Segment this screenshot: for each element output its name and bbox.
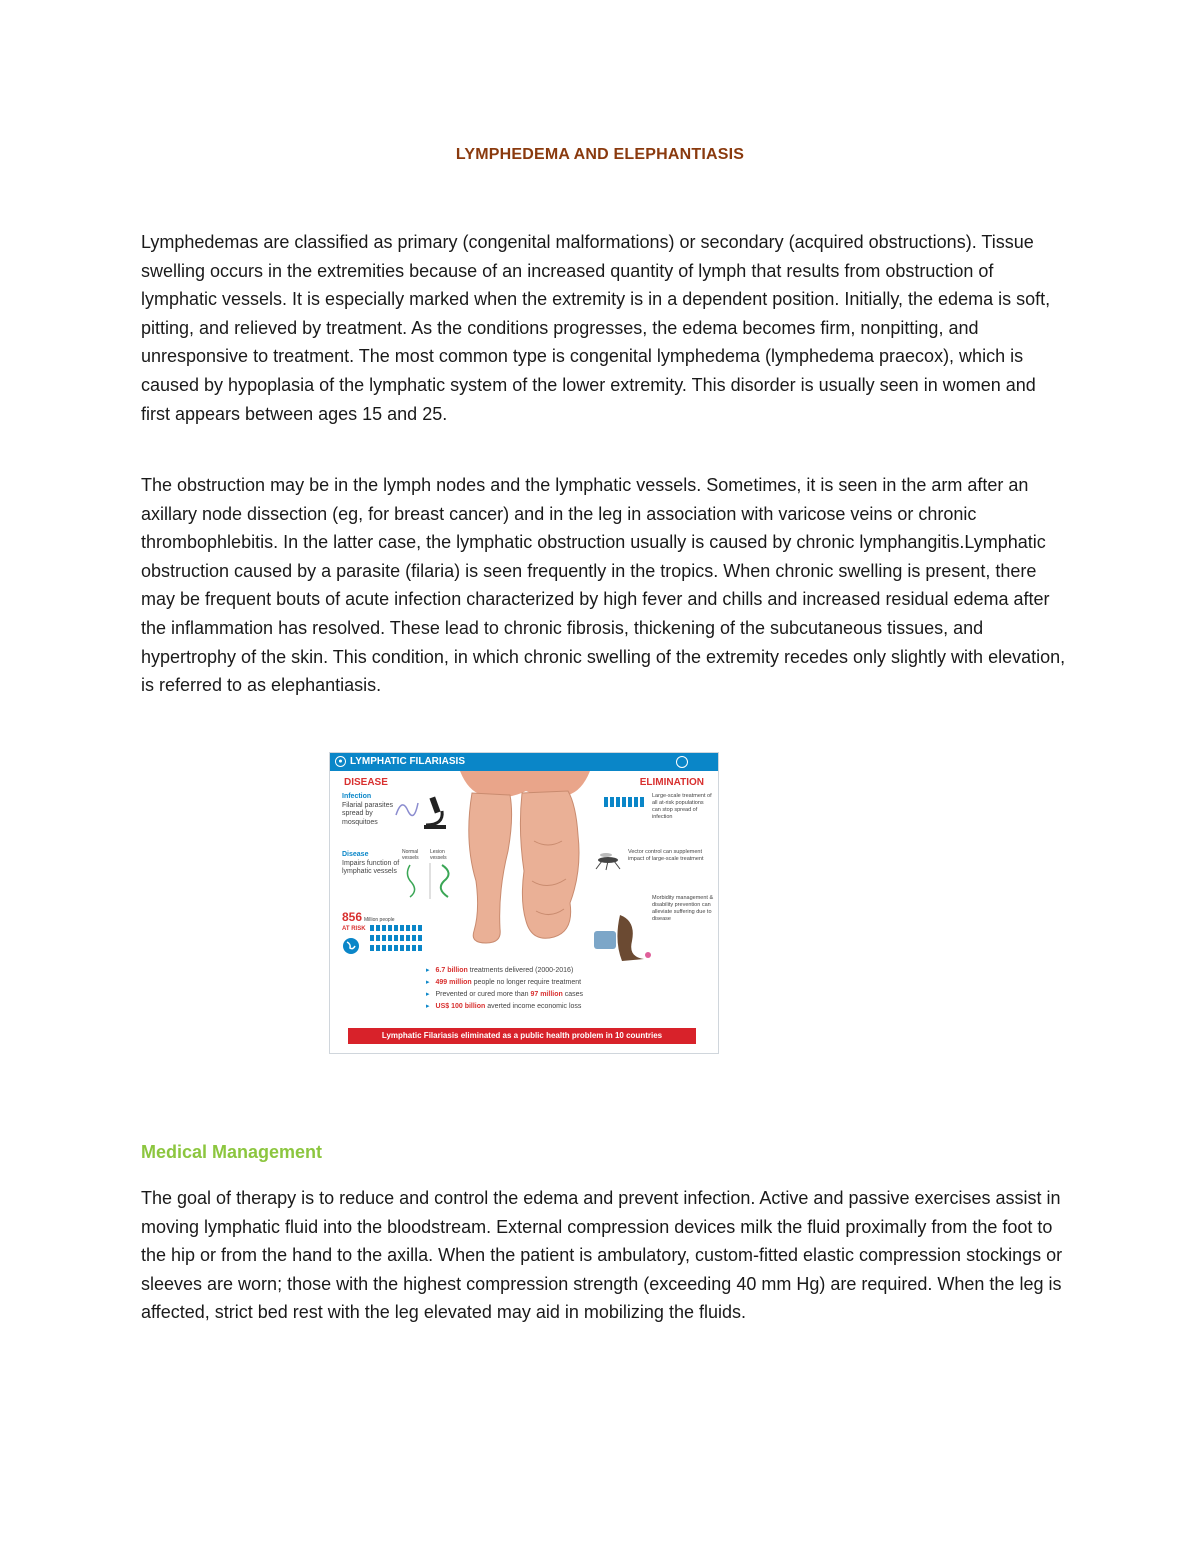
disease-title: Disease (342, 851, 369, 858)
info-circle-icon: ● (335, 756, 346, 767)
elimination-mda-text: Large-scale treatment of all at-risk populations can stop spread of infection (652, 793, 712, 820)
parasite-icon (392, 795, 422, 825)
infection-text: Filarial parasites spread by mosquitoes (342, 801, 393, 826)
impact-bullets (426, 965, 706, 1013)
section-heading-medical-management: Medical Management (141, 1142, 323, 1162)
bullet-no-longer-require: ▸ 499 million people no longer require treatment (426, 977, 706, 989)
lesion-vessels-label: Lesion vessels (430, 849, 447, 861)
elimination-banner: Lymphatic Filariasis eliminated as a public health problem in 10 countries (348, 1028, 696, 1044)
lymphatic-filariasis-infographic (329, 752, 719, 1054)
paragraph-obstruction: The obstruction may be in the lymph nodes and the lymphatic vessels. Sometimes, it is seen in the arm after an axillary node dissection (eg, for breast cancer) and in the leg in association with varicose veins or chronic thrombophlebitis. In the latter case, the lymphatic obstruction usually is caused by chronic lymphangitis.Lymphatic obstruction caused by a parasite (filaria) is seen frequently in the tropics. When chronic swelling is present, there may be frequent bouts of acute infection characterized by high fever and chills and increased residual edema after the inflammation has resolved. These lead to chronic fibrosis, thickening of the subcutaneous tissues, and hypertrophy of the skin. This condition, in which chronic swelling of the extremity recedes only slightly with elevation, is referred to as elephantiasis. (141, 475, 1066, 696)
swollen-legs-illustration (450, 771, 600, 946)
at-risk-text: Million people (363, 917, 395, 923)
mosquito-icon (592, 849, 624, 871)
who-logo-icon (676, 756, 688, 768)
at-risk-number: 856 (342, 910, 363, 924)
at-risk-label: AT RISK (342, 925, 366, 932)
disease-text: Impairs function of lymphatic vessels (342, 859, 400, 875)
bullet-treatments: ▸ 6.7 billion treatments delivered (2000-2016) (426, 965, 706, 977)
elimination-vector-text: Vector control can supplement impact of large-scale treatment (628, 849, 704, 862)
infographic-header (330, 753, 718, 771)
elimination-label: ELIMINATION (639, 777, 704, 788)
disease-block (342, 851, 404, 877)
paragraph-management: The goal of therapy is to reduce and control the edema and prevent infection. Active and passive exercises assist in moving lymphatic fluid into the bloodstream. External compression devices milk the fluid proximally from the foot to the hip or from the hand to the axilla. When the patient is ambulatory, custom-fitted elastic compression stockings or sleeves are worn; those with the highest compression strength (exceeding 40 mm Hg) are required. When the leg is affected, strict bed rest with the leg elevated may aid in mobilizing the fluids. (141, 1188, 1063, 1323)
people-icons (370, 925, 450, 953)
microscope-icon (422, 795, 448, 831)
paragraph-classification: Lymphedemas are classified as primary (congenital malformations) or secondary (acquired obstructions). Tissue swelling occurs in the extremities because of an increased quantity of lymph that results from obstruction of lymphatic vessels. It is especially marked when the extremity is in a dependent position. Initially, the edema is soft, pitting, and relieved by treatment. As the conditions progresses, the edema becomes firm, nonpitting, and unresponsive to treatment. The most common type is congenital lymphedema (lymphedema praecox), which is caused by hypoplasia of the lymphatic system of the lower extremity. This disorder is usually seen in women and first appears between ages 15 and 25. (141, 232, 1051, 424)
lymph-vessels-icon (402, 863, 458, 899)
elimination-morbidity-text: Morbidity management & disability prevention can alleviate suffering due to disease (652, 895, 714, 922)
infection-title: Infection (342, 793, 372, 800)
bullet-prevented-cured: ▸ Prevented or cured more than 97 million cases (426, 989, 706, 1001)
population-icons (604, 795, 648, 807)
document-title: LYMPHEDEMA AND ELEPHANTIASIS (455, 146, 745, 163)
disease-label: DISEASE (344, 777, 388, 788)
infographic-header-title: LYMPHATIC FILARIASIS (350, 756, 466, 767)
wash-basin-icon (592, 911, 652, 963)
globe-icon (342, 937, 360, 955)
normal-vessels-label: Normal vessels (402, 849, 419, 861)
bullet-economic-loss: ▸ US$ 100 billion averted income economic loss (426, 1001, 706, 1013)
